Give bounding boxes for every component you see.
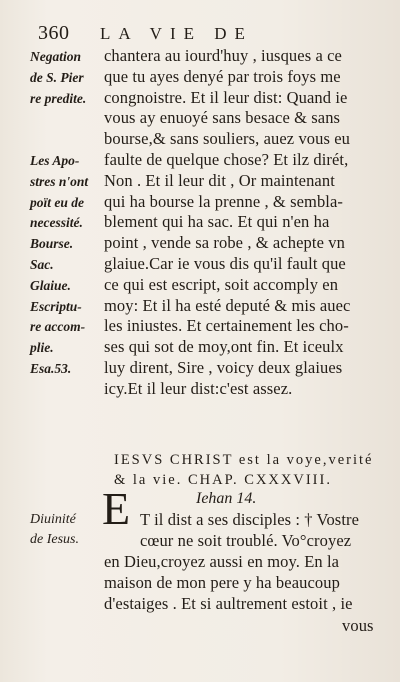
body-line-text: les iniustes. Et certainement les cho- xyxy=(104,316,349,336)
text-line xyxy=(0,212,400,234)
drop-capital: E xyxy=(102,483,131,534)
text-line xyxy=(0,46,400,68)
section-line-text: vous xyxy=(342,616,374,635)
body-line-text: chantera au iourd'huy , iusques a ce xyxy=(104,46,342,65)
body-line-text: qui ha bourse la prenne , & sembla- xyxy=(104,191,344,211)
text-line xyxy=(0,171,400,193)
text-line xyxy=(0,254,400,276)
margin-note: Bourse. xyxy=(30,236,74,252)
show-through-text xyxy=(118,392,368,412)
margin-note: plie. xyxy=(30,340,54,356)
margin-note: Esa.53. xyxy=(30,361,72,376)
text-line xyxy=(0,316,400,338)
body-line-text: blement qui ha sac. Et qui n'en ha xyxy=(104,212,330,232)
margin-note: Negation xyxy=(30,49,82,64)
body-line-text: Non . Et il leur dit , Or maintenant xyxy=(104,170,335,190)
running-title: LA VIE DE xyxy=(100,24,253,43)
section-line-text: T il dist a ses disciples : † Vostre xyxy=(140,510,360,529)
margin-note: Sac. xyxy=(30,257,54,272)
page-number: 360 xyxy=(38,22,70,44)
margin-note: Les Apo- xyxy=(30,153,80,168)
text-line xyxy=(0,337,400,359)
text-line xyxy=(0,108,400,130)
text-line xyxy=(0,129,400,151)
body-line-text: ses qui sot de moy,ont fin. Et iceulx xyxy=(104,337,344,357)
body-line-text: glaiue.Car ie vous dis qu'il fault que xyxy=(104,254,346,273)
margin-note: Glaiue. xyxy=(30,277,71,293)
margin-note-divinity-2: de Iesus. xyxy=(30,532,79,547)
margin-note: Escriptu- xyxy=(30,298,82,314)
body-line-text: ce qui est escript, soit accomply en xyxy=(104,274,339,294)
margin-note: re predite. xyxy=(30,90,87,106)
text-line xyxy=(0,67,400,89)
page-header xyxy=(38,22,378,46)
text-line xyxy=(0,233,400,255)
section-line-text: cœur ne soit troublé. Vo°croyez xyxy=(140,531,352,550)
text-line xyxy=(0,150,400,172)
section-line-text: en Dieu,croyez aussi en moy. En la xyxy=(104,552,340,571)
section-line-text: maison de mon pere y ha beaucoup xyxy=(104,573,340,592)
margin-note-divinity-1: Diuinité xyxy=(30,512,76,527)
chapter-heading-line-2: & la vie. CHAP. CXXXVIII. xyxy=(114,472,332,488)
text-line xyxy=(0,192,400,214)
section-line-text: d'estaiges . Et si aultrement estoit , ie xyxy=(104,594,353,613)
body-line-text: vous ay enuoyé sans besace & sans xyxy=(104,108,341,128)
text-line xyxy=(0,275,400,297)
body-line-text: point , vende sa robe , & achepte vn xyxy=(104,233,345,253)
chapter-reference: Iehan 14. xyxy=(196,490,257,507)
text-line xyxy=(0,358,400,380)
body-line-text: moy: Et il ha esté deputé & mis auec xyxy=(104,295,351,315)
margin-note: necessité. xyxy=(30,215,83,231)
chapter-heading-line-1: IESVS CHRIST est la voye,verité xyxy=(114,452,374,468)
body-line-text: luy dirent, Sire , voicy deux glaiues xyxy=(104,358,343,377)
margin-note: re accom- xyxy=(30,319,86,335)
body-line-text: congnoistre. Et il leur dist: Quand ie xyxy=(104,87,348,107)
body-line-text: bourse,& sans souliers, auez vous eu xyxy=(104,129,351,149)
margin-note: stres n'ont xyxy=(30,173,89,189)
body-line-text: que tu ayes denyé par trois foys me xyxy=(104,66,341,86)
text-line xyxy=(0,296,400,318)
body-line-text: icy.Et il leur dist:c'est assez. xyxy=(104,378,293,398)
text-line xyxy=(0,88,400,110)
margin-note: de S. Pier xyxy=(30,69,84,85)
margin-note: poït eu de xyxy=(30,194,84,210)
body-line-text: faulte de quelque chose? Et ilz dirét, xyxy=(104,150,349,169)
